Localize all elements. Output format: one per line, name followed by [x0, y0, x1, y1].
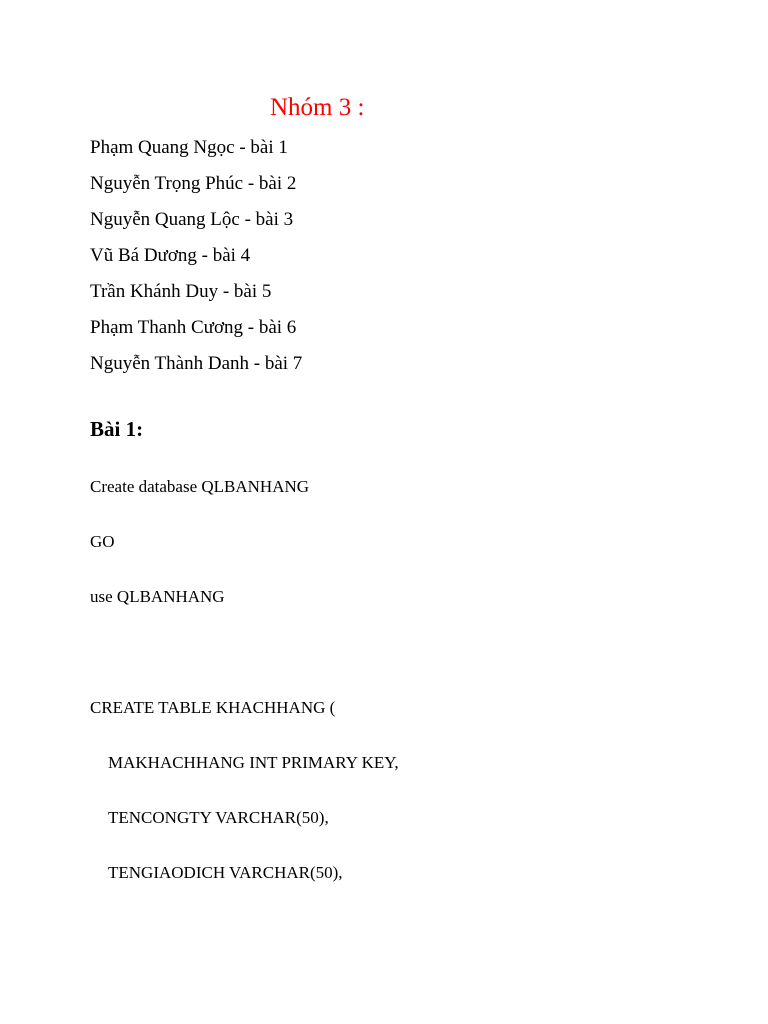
group-title: Nhóm 3 :: [270, 94, 365, 121]
member-line-5: Trần Khánh Duy - bài 5: [90, 281, 272, 302]
code-line-go: GO: [90, 532, 115, 551]
member-line-1: Phạm Quang Ngọc - bài 1: [90, 137, 288, 158]
code-line-use: use QLBANHANG: [90, 587, 225, 606]
member-line-4: Vũ Bá Dương - bài 4: [90, 245, 251, 266]
member-line-7: Nguyễn Thành Danh - bài 7: [90, 353, 303, 374]
code-line-create-database: Create database QLBANHANG: [90, 477, 310, 496]
member-line-6: Phạm Thanh Cương - bài 6: [90, 317, 297, 338]
code-line-tengiaodich: TENGIAODICH VARCHAR(50),: [108, 863, 343, 882]
member-line-3: Nguyễn Quang Lộc - bài 3: [90, 209, 294, 230]
section-heading: Bài 1:: [90, 417, 144, 441]
code-line-create-table: CREATE TABLE KHACHHANG (: [90, 698, 336, 717]
code-line-tencongty: TENCONGTY VARCHAR(50),: [108, 808, 329, 827]
code-line-makhachhang: MAKHACHHANG INT PRIMARY KEY,: [108, 753, 399, 772]
member-line-2: Nguyễn Trọng Phúc - bài 2: [90, 173, 297, 194]
